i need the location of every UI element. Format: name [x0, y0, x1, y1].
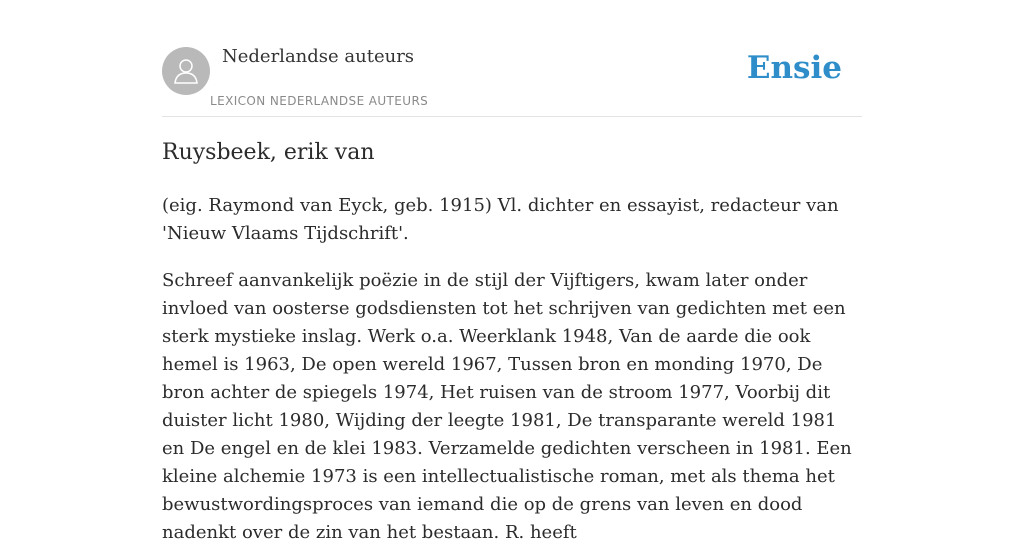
- author-name[interactable]: Nederlandse auteurs: [222, 46, 415, 67]
- header: [162, 0, 862, 117]
- article-title: Ruysbeek, erik van: [162, 140, 375, 165]
- article-paragraph-2: Schreef aanvankelijk poëzie in de stijl der Vijftigers, kwam later onder invloed van oosterse godsdiensten tot het schrijven van gedichten met een sterk mystieke inslag. Werk o.a. Weerklank 1948, Van de aarde die ook hemel is 1963, De open wereld 1967, Tussen bron en monding 1970, De bron achter de spiegels 1974, Het ruisen van de stroom 1977, Voorbij dit duister licht 1980, Wijding der leegte 1981, De transparante wereld 1981 en De engel en de klei 1983. Verzamelde gedichten verscheen in 1981. Een kleine alchemie 1973 is een intellectualistische roman, met als thema het bewustwordingsproces van iemand die op de grens van leven en dood nadenkt over de zin van het bestaan. R. heeft: [162, 270, 852, 543]
- user-avatar-icon: [171, 56, 201, 86]
- page-container: [162, 0, 862, 543]
- avatar[interactable]: [162, 47, 210, 95]
- author-subtitle: LEXICON NEDERLANDSE AUTEURS: [210, 94, 429, 108]
- article-paragraph-1: (eig. Raymond van Eyck, geb. 1915) Vl. dichter en essayist, redacteur van 'Nieuw Vlaams Tijdschrift'.: [162, 195, 839, 244]
- ensie-logo[interactable]: Ensie: [746, 50, 842, 86]
